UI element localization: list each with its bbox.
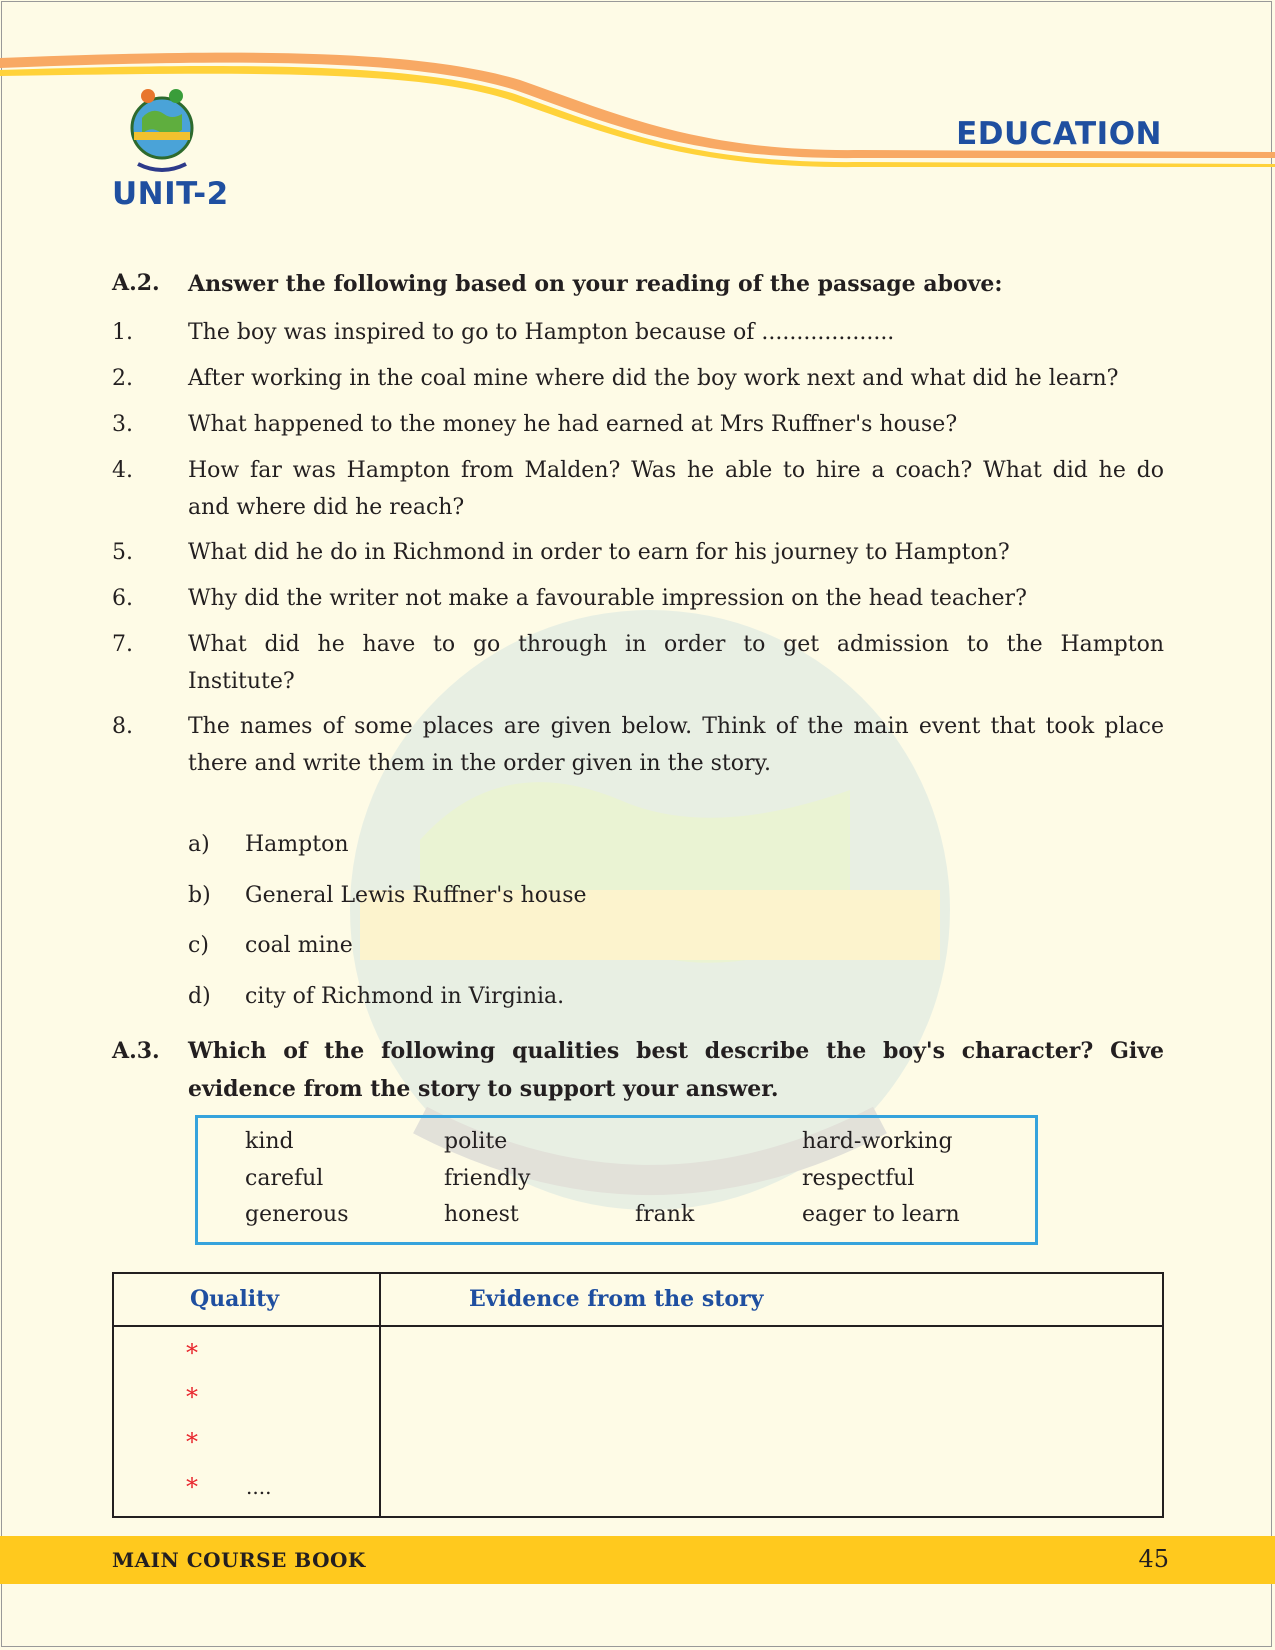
star-bullet-icon: * — [186, 1473, 198, 1501]
quality-word: kind — [245, 1129, 294, 1154]
quality-cell — [113, 1326, 380, 1517]
place-letter: b) — [188, 883, 211, 908]
table-header-cell — [113, 1273, 380, 1326]
footer-book-title: MAIN COURSE BOOK — [112, 1548, 366, 1572]
question-text: Why did the writer not make a favourable impression on the head teacher? — [188, 586, 1027, 611]
section-a3-heading: Which of the following qualities best describe the boy's character? Give evidence from the story to support your answer. — [188, 1038, 1164, 1102]
question-number: 6. — [112, 586, 133, 611]
quality-word: honest — [444, 1202, 519, 1227]
question-text: What did he have to go through in order to get admission to the Hampton Institute? — [188, 632, 1164, 694]
question-text: After working in the coal mine where did the boy work next and what did he learn? — [188, 366, 1119, 391]
chapter-title: EDUCATION — [956, 116, 1162, 152]
place-letter: c) — [188, 933, 209, 958]
star-bullet-icon: * — [186, 1339, 198, 1367]
section-a2-label: A.2. — [112, 270, 160, 296]
question-number: 3. — [112, 412, 133, 437]
quality-word: generous — [245, 1202, 349, 1227]
question-number: 2. — [112, 366, 133, 391]
star-bullet-icon: * — [186, 1428, 198, 1456]
evidence-cell[interactable] — [380, 1326, 1163, 1517]
star-bullet-icon: * — [186, 1383, 198, 1411]
globe-emblem-icon — [118, 78, 206, 176]
section-a2-heading: Answer the following based on your reading of the passage above: — [188, 271, 1003, 297]
quality-word: frank — [635, 1202, 695, 1227]
place-letter: a) — [188, 832, 210, 857]
table-row — [113, 1326, 1163, 1517]
unit-label: UNIT-2 — [112, 176, 229, 212]
place-text: city of Richmond in Virginia. — [245, 984, 565, 1009]
place-letter: d) — [188, 984, 211, 1009]
question-text: What happened to the money he had earned at Mrs Ruffner's house? — [188, 412, 958, 437]
evidence-table — [112, 1272, 1164, 1518]
question-number: 8. — [112, 714, 133, 739]
question-number: 5. — [112, 540, 133, 565]
evidence-column-header: Evidence from the story — [469, 1286, 764, 1312]
question-number: 1. — [112, 320, 133, 345]
place-text: General Lewis Ruffner's house — [245, 883, 587, 908]
quality-word: hard-working — [802, 1129, 953, 1154]
question-text: The names of some places are given below. Think of the main event that took place there and write them in the order given in the story. — [188, 714, 1164, 776]
question-number: 4. — [112, 458, 133, 483]
table-header-row — [113, 1273, 1163, 1326]
page-number: 45 — [1138, 1545, 1169, 1573]
place-text: Hampton — [245, 832, 349, 857]
quality-word: eager to learn — [802, 1202, 960, 1227]
ellipsis: .... — [246, 1475, 272, 1499]
quality-column-header: Quality — [190, 1286, 280, 1312]
quality-word: polite — [444, 1129, 508, 1154]
question-text: The boy was inspired to go to Hampton because of ................... — [188, 320, 895, 345]
footer-band — [0, 1536, 1275, 1584]
table-header-cell — [380, 1273, 1163, 1326]
question-number: 7. — [112, 632, 133, 657]
quality-word: careful — [245, 1166, 324, 1191]
place-text: coal mine — [245, 933, 353, 958]
quality-word: friendly — [444, 1166, 531, 1191]
question-text: What did he do in Richmond in order to earn for his journey to Hampton? — [188, 540, 1010, 565]
section-a3-label: A.3. — [112, 1038, 160, 1064]
question-text: How far was Hampton from Malden? Was he able to hire a coach? What did he do and where did he reach? — [188, 458, 1164, 520]
quality-word: respectful — [802, 1166, 915, 1191]
